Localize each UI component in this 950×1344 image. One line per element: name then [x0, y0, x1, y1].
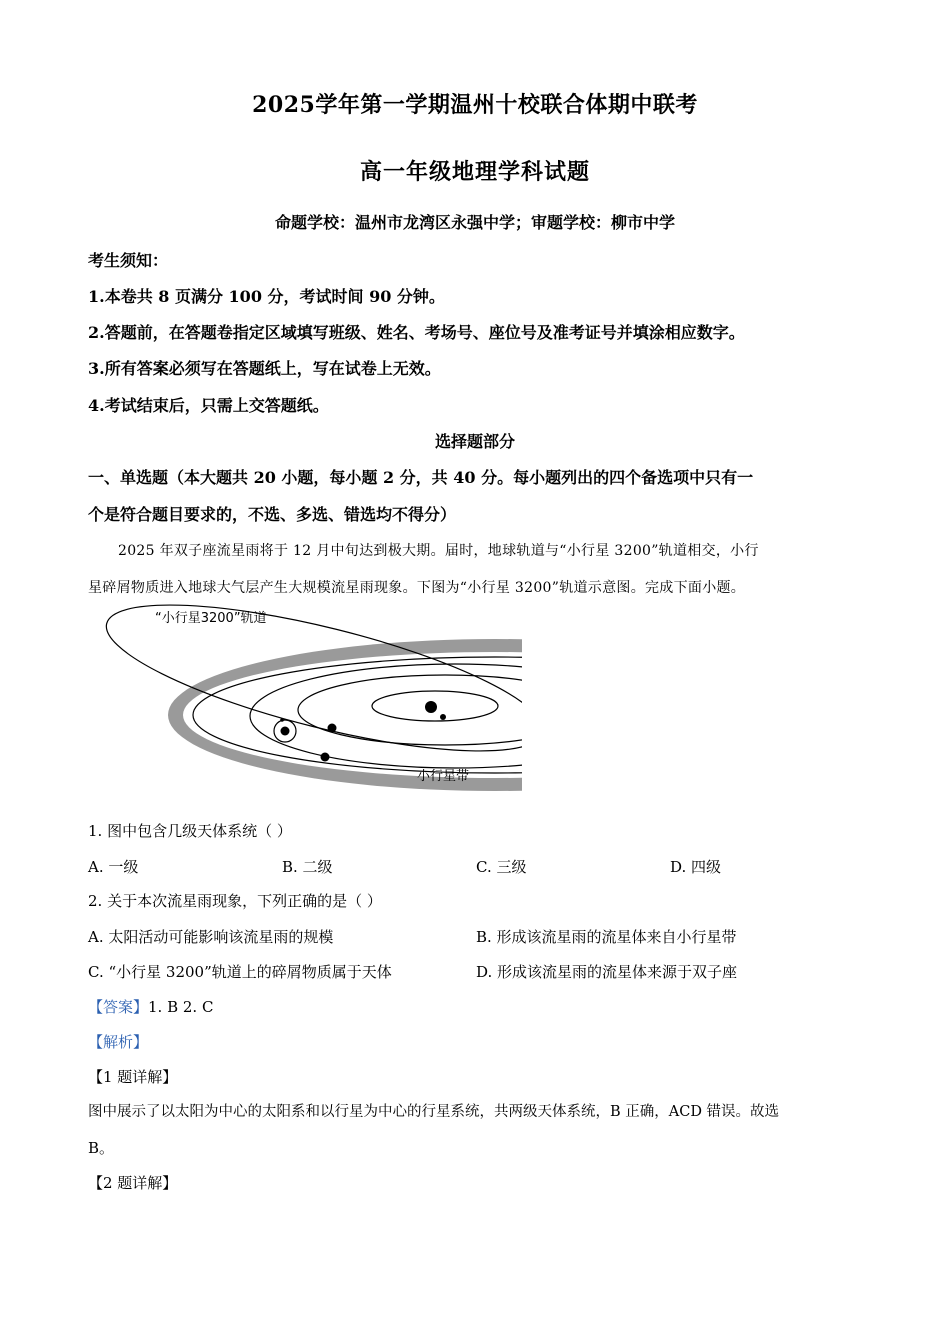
notice-heading: 考生须知：	[88, 251, 169, 270]
notice-item: 1.本卷共 8 页满分 100 分，考试时间 90 分钟。	[88, 287, 445, 306]
moon	[280, 718, 284, 722]
q1-option-b: B. 二级	[282, 858, 333, 876]
part-title: 选择题部分	[434, 432, 515, 451]
q2-detail-heading: 【2 题详解】	[88, 1174, 178, 1192]
answer-value: 1. B 2. C	[148, 998, 214, 1016]
q1-detail-line1: 图中展示了以太阳为中心的太阳系和以行星为中心的行星系统，共两级天体系统，B 正确，ACD 错误。故选	[88, 1104, 780, 1120]
asteroid-orbit-diagram	[95, 600, 530, 795]
section-heading-line1: 一、单选题（本大题共 20 小题，每小题 2 分，共 40 分。每小题列出的四个备选项中只有一	[88, 468, 754, 487]
q1-option-d: D. 四级	[670, 858, 722, 876]
sun	[425, 701, 437, 713]
section-heading-line2: 个是符合题目要求的，不选、多选、错选均不得分）	[88, 505, 457, 524]
passage-line1: 2025 年双子座流星雨将于 12 月中旬达到极大期。届时，地球轨道与“小行星 3200”轨道相交，小行	[118, 543, 759, 559]
notice-item: 3.所有答案必须写在答题纸上，写在试卷上无效。	[88, 359, 441, 378]
earth	[281, 727, 290, 736]
q1-detail-line2: B。	[88, 1139, 115, 1157]
answer-line	[88, 996, 213, 1017]
orbit-label: “小行星3200”轨道	[155, 611, 267, 626]
schools-line: 命题学校：温州市龙湾区永强中学；审题学校：柳市中学	[274, 213, 675, 232]
notice-item: 2.答题前，在答题卷指定区域填写班级、姓名、考场号、座位号及准考证号并填涂相应数字。	[88, 323, 745, 342]
planet	[321, 753, 330, 762]
q2-option-a: A. 太阳活动可能影响该流星雨的规模	[88, 928, 334, 946]
planet	[440, 714, 446, 720]
exam-subtitle: 高一年级地理学科试题	[359, 159, 590, 185]
q1-detail-heading: 【1 题详解】	[88, 1068, 178, 1086]
question-1-stem: 1. 图中包含几级天体系统（ ）	[88, 822, 292, 840]
exam-title: 2025学年第一学期温州十校联合体期中联考	[252, 92, 698, 118]
q1-option-c: C. 三级	[476, 858, 527, 876]
notice-item: 4.考试结束后，只需上交答题纸。	[88, 396, 329, 415]
analysis-label: 【解析】	[88, 1033, 149, 1051]
q1-option-a: A. 一级	[88, 858, 139, 876]
answer-label: 【答案】	[88, 998, 149, 1016]
passage-line2: 星碎屑物质进入地球大气层产生大规模流星雨现象。下图为“小行星 3200”轨道示意图。完成下面小题。	[88, 580, 746, 596]
planet	[328, 724, 337, 733]
q2-option-d: D. 形成该流星雨的流星体来源于双子座	[476, 963, 738, 981]
question-2-stem: 2. 关于本次流星雨现象，下列正确的是（ ）	[88, 892, 382, 910]
q2-option-c: C. “小行星 3200”轨道上的碎屑物质属于天体	[88, 963, 392, 981]
belt-label: 小行星带	[417, 769, 470, 784]
q2-option-b: B. 形成该流星雨的流星体来自小行星带	[476, 928, 737, 946]
